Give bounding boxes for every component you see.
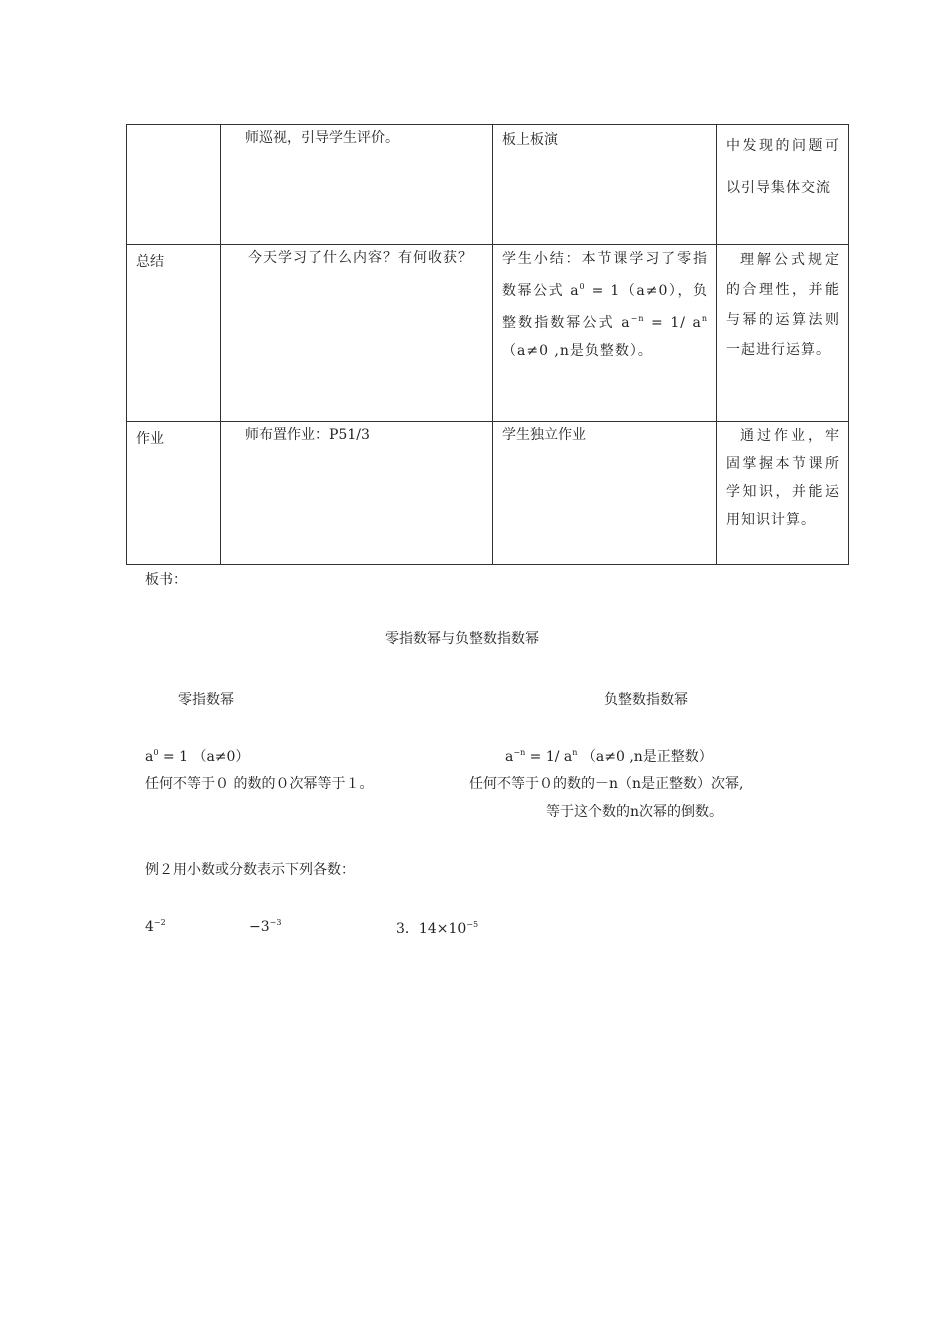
teacher-cell	[221, 125, 493, 245]
example-item	[145, 918, 166, 935]
intent-text: 通过作业，牢固掌握本节课所学知识，并能运用知识计算。	[726, 428, 840, 528]
table-row	[127, 245, 849, 422]
formula-text: （a≠0 ,n是正整数）	[577, 749, 713, 765]
student-cell	[493, 125, 717, 245]
stage-cell	[127, 245, 221, 422]
formula-text: = 1/ a	[525, 749, 573, 765]
stage-label: 作业	[136, 431, 164, 447]
summary-text: = 1/ a	[644, 315, 702, 331]
example-title: 例２用小数或分数表示下列各数：	[145, 862, 355, 878]
intent-text: 中发现的问题可以引导集体交流	[726, 138, 840, 196]
student-summary	[493, 245, 716, 369]
board-label: 板书：	[145, 572, 187, 588]
table-row	[127, 422, 849, 565]
exponent: −5	[466, 920, 479, 929]
zero-exponent-formula	[145, 746, 249, 766]
formula-text: = 1 （a≠0）	[158, 749, 250, 765]
exponent: −2	[153, 918, 166, 927]
negative-exponent-formula	[505, 746, 713, 766]
summary-text: 学生小结：本节课学习了零指数幂公式 a	[502, 251, 708, 299]
exponent: −n	[630, 314, 645, 323]
teacher-text: 师布置作业：P51/3	[245, 427, 370, 443]
exponent: −3	[269, 918, 282, 927]
stage-cell	[127, 422, 221, 565]
zero-exponent-heading: 零指数幂	[178, 692, 234, 708]
example-item	[249, 918, 281, 935]
formula-base: a	[505, 749, 514, 765]
item-base: −3	[249, 919, 270, 935]
stage-cell	[127, 125, 221, 245]
board-title: 零指数幂与负整数指数幂	[385, 631, 539, 647]
stage-label: 总结	[136, 254, 164, 270]
stage-label	[127, 125, 220, 135]
teacher-cell	[221, 422, 493, 565]
table-row	[127, 125, 849, 245]
negative-exponent-heading: 负整数指数幂	[604, 692, 688, 708]
intent-cell	[717, 422, 849, 565]
example-item	[396, 918, 478, 938]
lesson-table	[126, 124, 849, 565]
item-base: 4	[145, 919, 154, 935]
student-cell	[493, 245, 717, 422]
exponent: n	[701, 314, 708, 323]
exponent: 0	[153, 748, 159, 757]
student-text: 学生独立作业	[502, 427, 586, 443]
intent-cell	[717, 125, 849, 245]
student-text: 板上板演	[502, 132, 558, 148]
teacher-cell	[221, 245, 493, 422]
teacher-text: 师巡视，引导学生评价。	[245, 130, 399, 146]
teacher-text: 今天学习了什么内容？有何收获？	[248, 250, 473, 266]
intent-text: 理解公式规定的合理性，并能与幂的运算法则一起进行运算。	[726, 252, 840, 358]
negative-exponent-description-cont: 等于这个数的n次幂的倒数。	[546, 804, 724, 820]
intent-cell	[717, 245, 849, 422]
formula-base: a	[145, 749, 154, 765]
exponent: n	[572, 748, 578, 757]
negative-exponent-description: 任何不等于０的数的－n（n是正整数）次幂,	[469, 776, 744, 792]
exponent: 0	[579, 282, 586, 291]
exponent: −n	[513, 748, 526, 757]
summary-text: = 1（a≠0），负整数指数幂公式 a	[502, 283, 709, 331]
summary-text: （a≠0 ,n是负整数）。	[502, 343, 653, 359]
student-cell	[493, 422, 717, 565]
item-base: 3．14×10	[396, 921, 467, 937]
zero-exponent-description: 任何不等于０ 的数的０次幂等于１。	[145, 776, 374, 792]
